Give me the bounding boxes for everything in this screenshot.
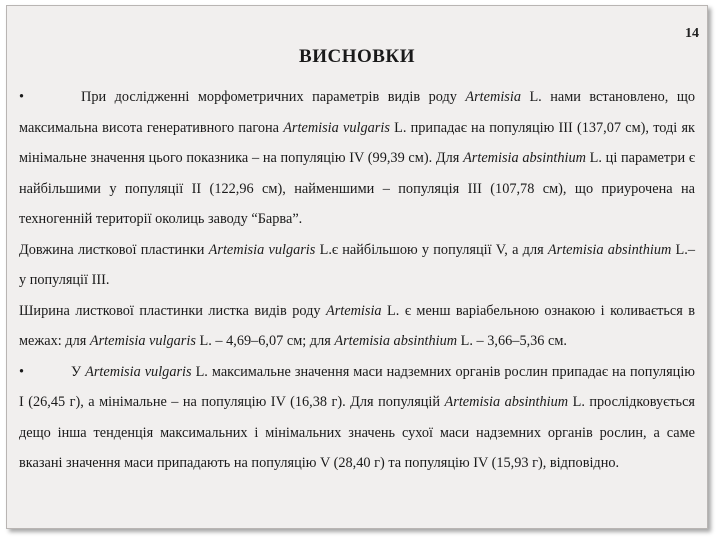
slide — [6, 5, 708, 529]
conclusions-body — [19, 82, 695, 479]
bullet-icon: • — [19, 363, 25, 380]
page-number: 14 — [685, 26, 699, 41]
paragraph-4: • У Artemisia vulgaris L. максимальне значення маси надземних органів рослин припадає на популяцію I (26,45 г), а мінімальне – на популяцію IV (16,38 г). Для популяцій Artemisia absinthium L. прослідковується дещо інша тенденція максимальних і мінімальних значень сухої маси надземних органів рослин, а саме вказані значення маси припадають на популяцію V (28,40 г) та популяцію IV (15,93 г), відповідно. — [19, 357, 695, 479]
bullet-icon: • — [19, 89, 25, 105]
page-title: ВИСНОВКИ — [299, 46, 415, 67]
paragraph-1: • При дослідженні морфометричних параметрів видів роду Artemisia L. нами встановлено, що максимальна висота генеративного пагона Artemisia vulgaris L. припадає на популяцію III (137,07 см), тоді як мінімальне значення цього показника – на популяцію IV (99,39 см). Для Artemisia absinthium L. ці параметри є найбільшими у популяції II (122,96 см), найменшими – популяція III (107,78 см), що приурочена на техногенній території околиць заводу “Барва”. — [19, 82, 695, 235]
paragraph-3: Ширина листкової пластинки листка видів роду Artemisia L. є менш варіабельною ознакою і коливається в межах: для Artemisia vulgaris L. – 4,69–6,07 см; для Artemisia absinthium L. – 3,66–5,36 см. — [19, 302, 695, 349]
paragraph-2: Довжина листкової пластинки Artemisia vulgaris L.є найбільшою у популяції V, а для Artemisia absinthium L.– у популяції III. — [19, 241, 695, 288]
